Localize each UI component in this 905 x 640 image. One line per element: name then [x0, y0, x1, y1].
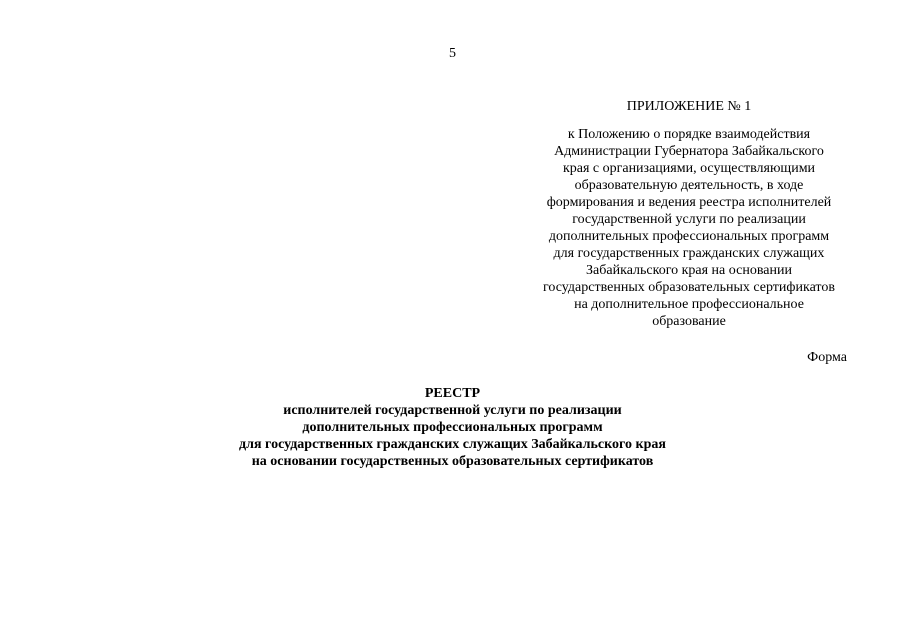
page-number: 5: [449, 46, 456, 61]
appendix-line: государственной услуги по реализации: [572, 212, 806, 227]
appendix-title: ПРИЛОЖЕНИЕ № 1: [626, 99, 752, 114]
appendix-line: образование: [652, 314, 726, 329]
appendix-line: Забайкальского края на основании: [586, 263, 792, 278]
appendix-reference: [521, 126, 857, 330]
appendix-line: для государственных гражданских служащих: [553, 246, 825, 261]
appendix-line: к Положению о порядке взаимодействия: [567, 127, 811, 142]
registry-subtitle-line: для государственных гражданских служащих Забайкальского края: [239, 437, 666, 452]
registry-title: РЕЕСТР: [424, 386, 481, 401]
form-label: Форма: [807, 350, 847, 365]
registry-heading: [0, 385, 905, 470]
registry-subtitle-line: дополнительных профессиональных программ: [302, 420, 603, 435]
appendix-line: дополнительных профессиональных программ: [548, 229, 830, 244]
appendix-line: на дополнительное профессиональное: [574, 297, 804, 312]
appendix-line: формирования и ведения реестра исполнителей: [546, 195, 832, 210]
appendix-line: края с организациями, осуществляющими: [562, 161, 816, 176]
appendix-line: Администрации Губернатора Забайкальского: [554, 144, 824, 159]
registry-subtitle-line: исполнителей государственной услуги по реализации: [283, 403, 622, 418]
appendix-line: образовательную деятельность, в ходе: [574, 178, 804, 193]
appendix-line: государственных образовательных сертификатов: [543, 280, 835, 295]
registry-subtitle-line: на основании государственных образовательных сертификатов: [251, 454, 654, 469]
